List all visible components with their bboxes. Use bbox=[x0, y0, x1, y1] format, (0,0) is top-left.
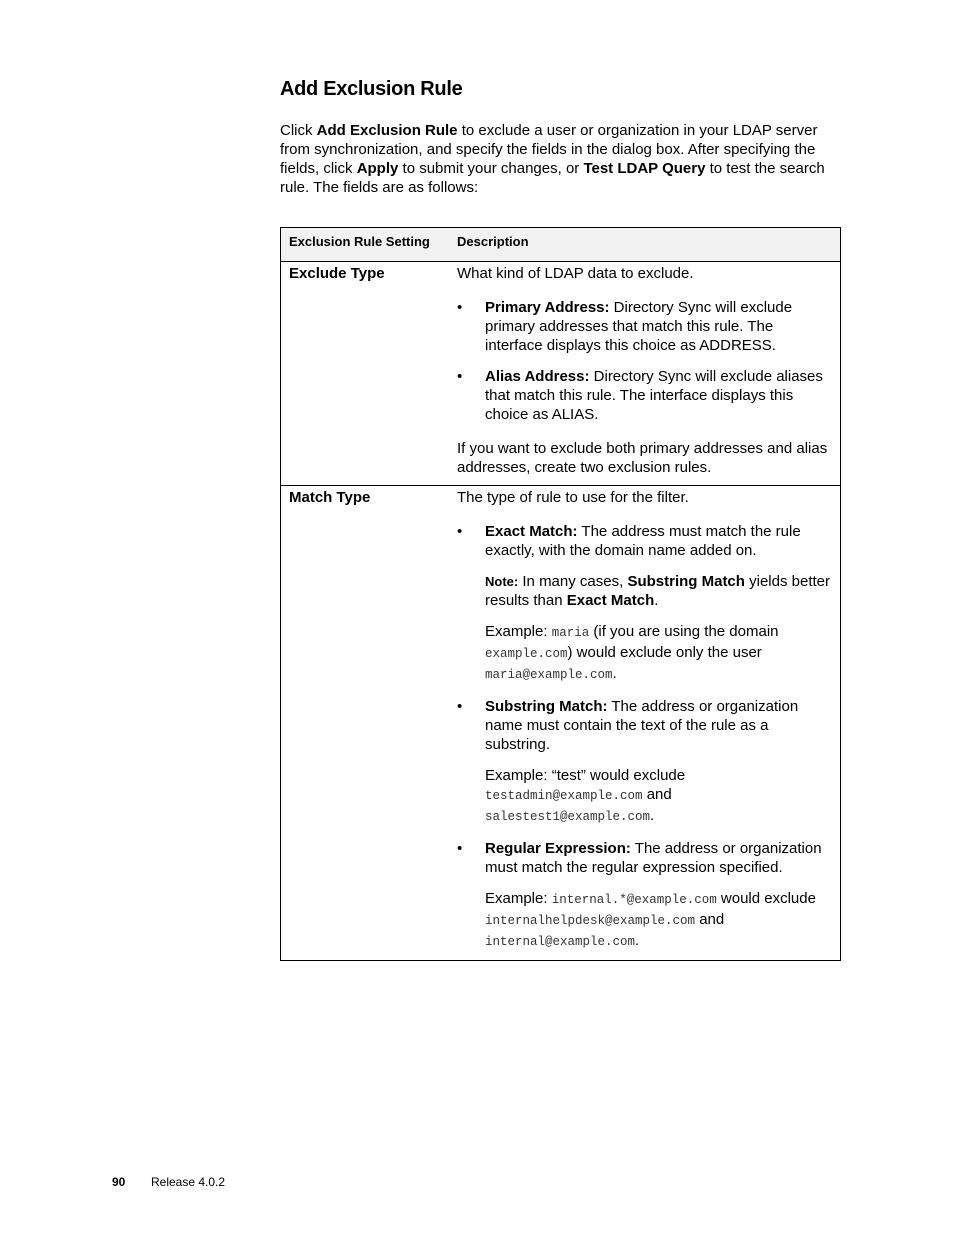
bullet-alias-address: • Alias Address: Directory Sync will exclude aliases that match this rule. The interface displays this choice as ALIAS. bbox=[457, 368, 823, 423]
example-substring-match: Example: “test” would exclude testadmin@example.com and salestest1@example.com. bbox=[485, 767, 686, 824]
column-header-description: Description bbox=[449, 228, 841, 262]
exclusion-rule-table bbox=[280, 227, 841, 961]
description-exclude-type bbox=[449, 262, 841, 486]
setting-match-type: Match Type bbox=[281, 486, 450, 961]
bullet-exact-match: • Exact Match: The address must match the rule exactly, with the domain name added on. bbox=[457, 523, 801, 559]
column-header-setting: Exclusion Rule Setting bbox=[281, 228, 450, 262]
section-heading: Add Exclusion Rule bbox=[280, 78, 463, 100]
exclude-type-desc: What kind of LDAP data to exclude. bbox=[457, 265, 694, 282]
page-number: 90 bbox=[112, 1175, 126, 1189]
setting-exclude-type: Exclude Type bbox=[289, 265, 385, 282]
example-exact-match: Example: maria (if you are using the domain example.com) would exclude only the user maria@example.com. bbox=[485, 623, 779, 682]
bullet-primary-address: • Primary Address: Directory Sync will exclude primary addresses that match this rule. The interface displays this choice as ADDRESS. bbox=[457, 299, 793, 354]
bullet-regular-expression: • Regular Expression: The address or organization must match the regular expression specified. bbox=[457, 840, 822, 876]
test-ldap-query-term: Test LDAP Query bbox=[583, 160, 706, 177]
example-regular-expression: Example: internal.*@example.com would exclude internalhelpdesk@example.com and internal@example.com. bbox=[485, 890, 816, 949]
match-type-desc: The type of rule to use for the filter. bbox=[457, 489, 689, 506]
add-exclusion-rule-term: Add Exclusion Rule bbox=[316, 122, 458, 139]
table-row-match-type bbox=[281, 486, 841, 961]
table-header-row bbox=[281, 228, 841, 262]
table-row-exclude-type bbox=[281, 262, 841, 486]
page-footer bbox=[112, 1175, 226, 1189]
note-exact-match: Note: In many cases, Substring Match yields better results than Exact Match. bbox=[485, 573, 830, 609]
description-match-type bbox=[449, 486, 841, 961]
exclude-type-closing: If you want to exclude both primary addresses and alias addresses, create two exclusion rules. bbox=[457, 440, 828, 476]
apply-term: Apply bbox=[356, 160, 399, 177]
release-label: Release 4.0.2 bbox=[151, 1175, 226, 1189]
intro-paragraph: Click Add Exclusion Rule to exclude a user or organization in your LDAP server from synchronization, and specify the fields in the dialog box. After specifying the fields, click Apply to submit your changes, or Test LDAP Query to test the search rule. The fields are as follows: bbox=[280, 122, 825, 196]
bullet-substring-match: • Substring Match: The address or organization name must contain the text of the rule as a substring. bbox=[457, 698, 799, 753]
